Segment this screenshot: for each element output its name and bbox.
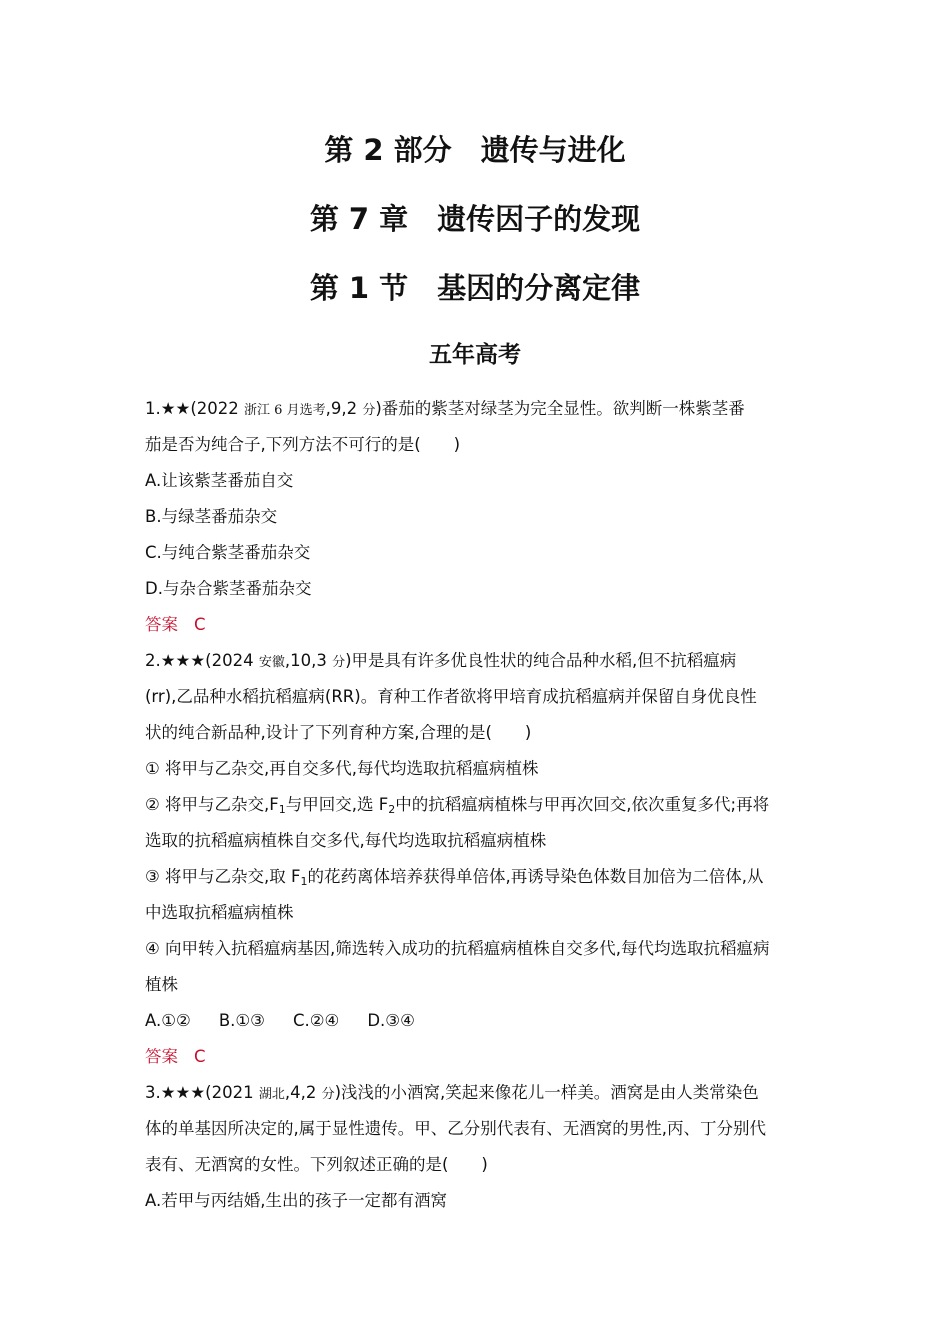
q2-item-4: ④ 向甲转入抗稻瘟病基因,筛选转入成功的抗稻瘟病植株自交多代,每代均选取抗稻瘟病 bbox=[145, 939, 770, 958]
q2-item-2-text-c: 中的抗稻瘟病植株与甲再次回交,依次重复多代;再将 bbox=[395, 795, 770, 814]
q2-year: (2024 bbox=[205, 651, 259, 670]
q1-option-a: A.让该紫茎番茄自交 bbox=[145, 471, 294, 490]
q1-source: 浙江 6 月选考 bbox=[244, 403, 326, 418]
q2-option-a: A.①② bbox=[145, 1011, 191, 1030]
answer-label: 答案 bbox=[145, 615, 178, 634]
q2-points: ,10,3 bbox=[284, 651, 333, 670]
section-title: 第 1 节 基因的分离定律 bbox=[309, 271, 641, 305]
q3-source: 湖北 bbox=[258, 1087, 285, 1102]
q2-difficulty-stars: ★★★ bbox=[160, 651, 206, 670]
q2-item-2-text-b: 与甲回交,选 F bbox=[285, 795, 389, 814]
q3-stem-text: )浅浅的小酒窝,笑起来像花儿一样美。酒窝是由人类常染色 bbox=[334, 1083, 759, 1102]
q2-item-4-cont: 植株 bbox=[145, 975, 178, 994]
answer-label: 答案 bbox=[145, 1047, 178, 1066]
q2-item-3-cont: 中选取抗稻瘟病植株 bbox=[145, 903, 294, 922]
q2-answer-value: C bbox=[194, 1047, 206, 1066]
q3-stem-line-2: 体的单基因所决定的,属于显性遗传。甲、乙分别代表有、无酒窝的男性,丙、丁分别代 bbox=[145, 1119, 766, 1138]
q2-stem-text: )甲是具有许多优良性状的纯合品种水稻,但不抗稻瘟病 bbox=[345, 651, 737, 670]
question-list bbox=[145, 391, 813, 1219]
q3-difficulty-stars: ★★★ bbox=[160, 1083, 206, 1102]
q1-points-unit: 分 bbox=[362, 403, 376, 418]
q1-option-d: D.与杂合紫茎番茄杂交 bbox=[145, 579, 312, 598]
q2-item-1: ① 将甲与乙杂交,再自交多代,每代均选取抗稻瘟病植株 bbox=[145, 759, 539, 778]
q2-item-2-text-a: ② 将甲与乙杂交,F bbox=[145, 795, 279, 814]
q2-option-d: D.③④ bbox=[367, 1011, 415, 1030]
q2-option-b: B.①③ bbox=[218, 1011, 265, 1030]
q1-year: (2022 bbox=[190, 399, 245, 418]
q1-option-b: B.与绿茎番茄杂交 bbox=[145, 507, 278, 526]
chapter-title: 第 7 章 遗传因子的发现 bbox=[309, 202, 641, 236]
q2-number: 2. bbox=[145, 651, 161, 670]
q2-answer bbox=[145, 1039, 813, 1075]
q2-options bbox=[145, 1003, 813, 1039]
q3-stem-line-3: 表有、无酒窝的女性。下列叙述正确的是( ) bbox=[145, 1155, 488, 1174]
q3-points: ,4,2 bbox=[284, 1083, 322, 1102]
q1-number: 1. bbox=[145, 399, 161, 418]
q2-stem-line-1 bbox=[145, 643, 813, 679]
q3-stem-line-1 bbox=[145, 1075, 813, 1111]
q2-item-3 bbox=[145, 859, 813, 895]
q2-item-2-subscript-2: 2 bbox=[388, 803, 396, 816]
q2-points-unit: 分 bbox=[332, 655, 346, 670]
q2-option-c: C.②④ bbox=[292, 1011, 340, 1030]
part-title: 第 2 部分 遗传与进化 bbox=[324, 133, 626, 167]
q1-points: ,9,2 bbox=[325, 399, 363, 418]
q2-item-2-subscript-1: 1 bbox=[278, 803, 286, 816]
q1-answer-value: C bbox=[194, 615, 206, 634]
q2-item-3-text-b: 的花药离体培养获得单倍体,再诱导染色体数目加倍为二倍体,从 bbox=[307, 867, 764, 886]
q2-item-3-subscript: 1 bbox=[300, 875, 308, 888]
q1-difficulty-stars: ★★ bbox=[160, 399, 191, 418]
q2-item-2-cont: 选取的抗稻瘟病植株自交多代,每代均选取抗稻瘟病植株 bbox=[145, 831, 547, 850]
q1-answer bbox=[145, 607, 813, 643]
q1-stem-line-1 bbox=[145, 391, 813, 427]
q3-points-unit: 分 bbox=[321, 1087, 335, 1102]
q1-stem-line-2: 茄是否为纯合子,下列方法不可行的是( ) bbox=[145, 435, 461, 454]
q2-item-2 bbox=[145, 787, 813, 823]
q2-stem-line-2: (rr),乙品种水稻抗稻瘟病(RR)。育种工作者欲将甲培育成抗稻瘟病并保留自身优良性 bbox=[145, 687, 757, 706]
q2-stem-line-3: 状的纯合新品种,设计了下列育种方案,合理的是( ) bbox=[145, 723, 532, 742]
q3-year: (2021 bbox=[205, 1083, 259, 1102]
q3-option-a: A.若甲与丙结婚,生出的孩子一定都有酒窝 bbox=[145, 1191, 447, 1210]
q1-stem-text: )番茄的紫茎对绿茎为完全显性。欲判断一株紫茎番 bbox=[375, 399, 745, 418]
q2-source: 安徽 bbox=[258, 655, 285, 670]
q2-item-3-text-a: ③ 将甲与乙杂交,取 F bbox=[145, 867, 301, 886]
q1-option-c: C.与纯合紫茎番茄杂交 bbox=[145, 543, 311, 562]
subsection-title: 五年高考 bbox=[429, 342, 521, 368]
q3-number: 3. bbox=[145, 1083, 161, 1102]
